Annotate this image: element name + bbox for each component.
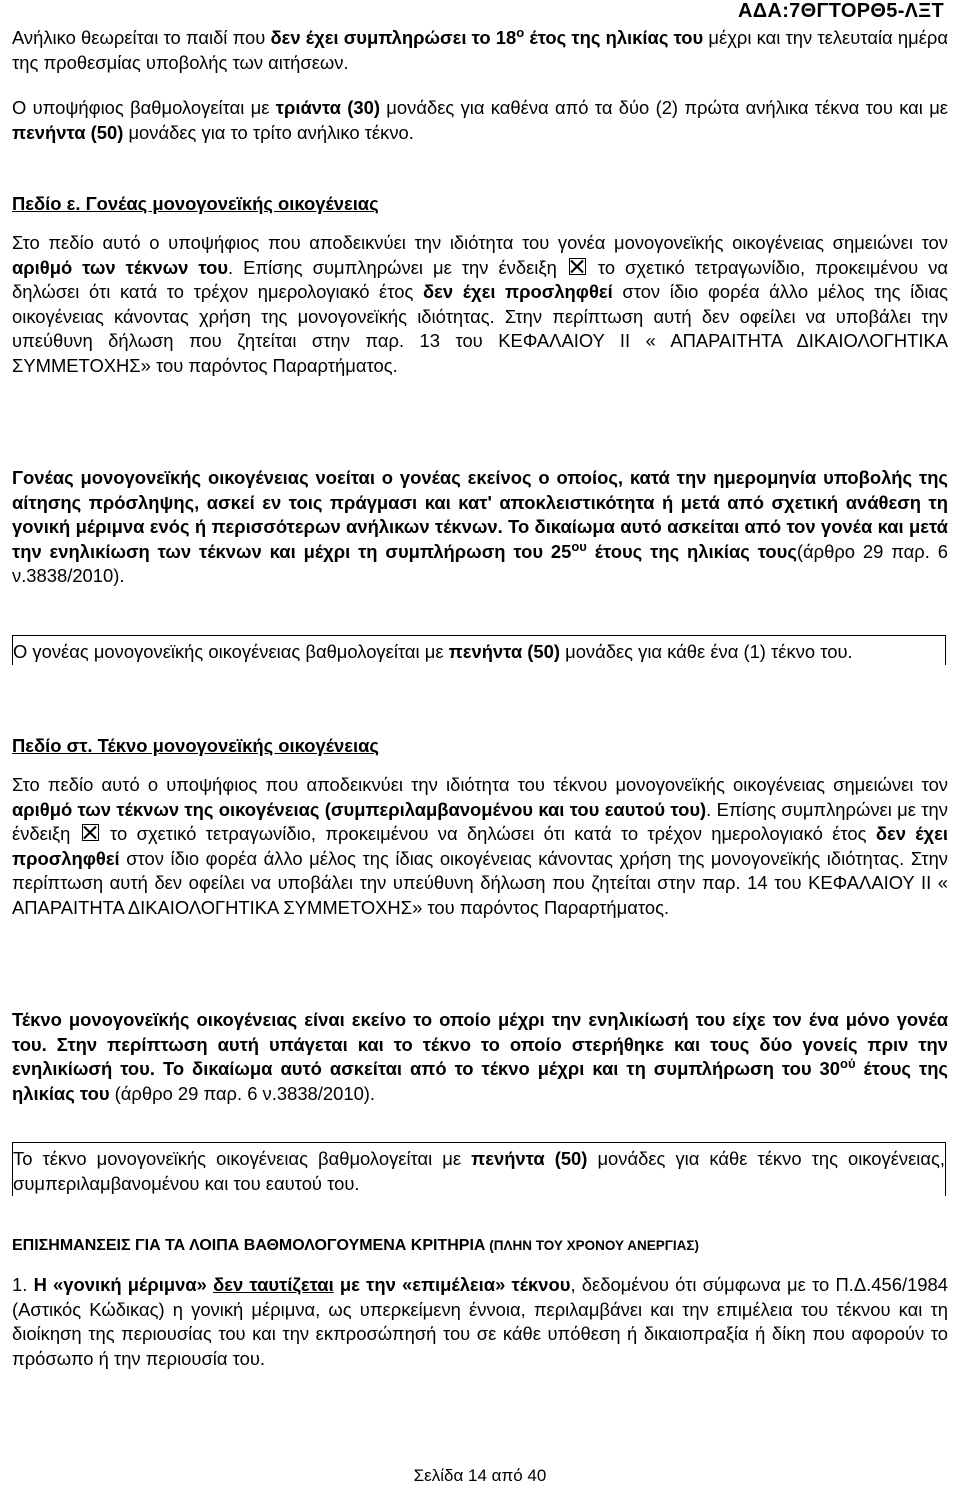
field-e-paragraph: Στο πεδίο αυτό ο υποψήφιος που αποδεικνύει την ιδιότητα του γονέα μονογονεϊκής οικογένειας σημειώνει τον αριθμό των τέκνων του. Επίσης συμπληρώνει με την ένδειξη το σχετικό τετραγωνίδιο, προκειμένου να δηλώσει ότι κατά το τρέχον ημερολογιακό έτος δεν έχει προσληφθεί στον ίδιο φορέα άλλο μέλος της ίδιας οικογένειας κάνοντας χρήση της μονογονεϊκής ιδιότητας. Στην περίπτωση αυτή δεν οφείλει να υποβάλει την υπεύθυνη δήλωση που ζητείται στην παρ. 13 του ΚΕΦΑΛΑΙΟΥ ΙΙ « ΑΠΑΡΑΙΤΗΤΑ ΔΙΚΑΙΟΛΟΓΗΤΙΚΑ ΣΥΜΜΕΤΟΧΗΣ» του παρόντος Παραρτήματος. — [12, 232, 949, 376]
checkbox-checked-icon — [569, 258, 586, 275]
intro-paragraph-minor-definition: Ανήλικο θεωρείται το παιδί που δεν έχει συμπληρώσει το $18^o$ έτος της ηλικίας του μέχρι και την τελευταία ημέρα της προθεσμίας υποβολής των αιτήσεων. — [12, 24, 948, 73]
field-e-heading: Πεδίο ε. Γονέας μονογονεϊκής οικογένειας — [12, 193, 379, 214]
field-e-score-box: Ο γονέας μονογονεϊκής οικογένειας βαθμολογείται με πενήντα (50) μονάδες για κάθε ένα (1) τέκνο του. — [12, 635, 946, 665]
field-st-score-box: Το τέκνο μονογονεϊκής οικογένειας βαθμολογείται με πενήντα (50) μονάδες για κάθε τέκνο της οικογένειας, συμπεριλαμβανομένου και του εαυτού του. — [12, 1142, 946, 1196]
note-1-paragraph: 1. Η «γονική μέριμνα» δεν ταυτίζεται με την «επιμέλεια» τέκνου, δεδομένου ότι σύμφωνα με το Π.Δ.456/1984 (Αστικός Κώδικας) η γονική μέριμνα, ως υπερκείμενη έννοια, περιλαμβάνει και την επιμέλεια του τέκνου και τη διοίκηση της περιουσίας του και την εκπροσώπησή του σε κάθε υπόθεση ή δικαιοπραξία ή δίκη που αφορούν το πρόσωπο ή την περιουσία του. — [12, 1274, 948, 1369]
notes-heading: ΕΠΙΣΗΜΑΝΣΕΙΣ ΓΙΑ ΤΑ ΛΟΙΠΑ ΒΑΘΜΟΛΟΓΟΥΜΕΝΑ ΚΡΙΤΗΡΙΑ (ΠΛΗΝ ΤΟΥ ΧΡΟΝΟΥ ΑΝΕΡΓΙΑΣ) — [12, 1237, 699, 1254]
checkbox-checked-icon — [82, 824, 99, 841]
field-st-paragraph: Στο πεδίο αυτό ο υποψήφιος που αποδεικνύει την ιδιότητα του τέκνου μονογονεϊκής οικογένειας σημειώνει τον αριθμό των τέκνων της οικογένειας (συμπεριλαμβανομένου και του εαυτού του). Επίσης συμπληρώνει με την ένδειξη το σχετικό τετραγωνίδιο, προκειμένου να δηλώσει ότι κατά το τρέχον ημερολογιακό έτος δεν έχει προσληφθεί στον ίδιο φορέα άλλο μέλος της ίδιας οικογένειας κάνοντας χρήση της μονογονεϊκής ιδιότητας. Στην περίπτωση αυτή δεν οφείλει να υποβάλει την υπεύθυνη δήλωση που ζητείται στην παρ. 14 του ΚΕΦΑΛΑΙΟΥ ΙΙ « ΑΠΑΡΑΙΤΗΤΑ ΔΙΚΑΙΟΛΟΓΗΤΙΚΑ ΣΥΜΜΕΤΟΧΗΣ» του παρόντος Παραρτήματος. — [12, 774, 948, 918]
field-st-definition: Τέκνο μονογονεϊκής οικογένειας είναι εκείνο το οποίο μέχρι την ενηλικίωσή του είχε τον ένα μόνο γονέα του. Στην περίπτωση αυτή υπάγεται και το τέκνο το οποίο στερήθηκε και τους δύο γονείς πριν την ενηλικίωσή του. Το δικαίωμα αυτό ασκείται από το τέκνο μέχρι και τη συμπλήρωση του $30^{oύ}$ έτους της ηλικίας του (άρθρο 29 παρ. 6 ν.3838/2010). — [12, 1009, 948, 1104]
field-st-heading: Πεδίο στ. Τέκνο μονογονεϊκής οικογένειας — [12, 735, 379, 756]
field-e-definition: Γονέας μονογονεϊκής οικογένειας νοείται ο γονέας εκείνος ο οποίος, κατά την ημερομηνία υποβολής της αίτησης πρόσληψης, ασκεί εν τοις πράγμασι και κατ' αποκλειστικότητα ή μετά από σχετική ανάθεση τη γονική μέριμνα ενός ή περισσότερων ανήλικων τέκνων. Το δικαίωμα αυτό ασκείται από τον γονέα και μετά την ενηλικίωση των τέκνων και μέχρι τη συμπλήρωση του $25^{o\upsilon}$ έτους της ηλικίας τους(άρθρο 29 παρ. 6 ν.3838/2010). — [12, 467, 948, 586]
page-number: Σελίδα 14 από 40 — [413, 1466, 547, 1485]
intro-paragraph-scoring: Ο υποψήφιος βαθμολογείται με τριάντα (30) μονάδες για καθένα από τα δύο (2) πρώτα ανήλικα τέκνα του και με πενήντα (50) μονάδες για το τρίτο ανήλικο τέκνο. — [12, 97, 948, 143]
ada-code: ΑΔΑ:7ΘΓΤΟΡΘ5-ΛΞΤ — [738, 0, 944, 22]
document-page — [12, 0, 948, 1488]
